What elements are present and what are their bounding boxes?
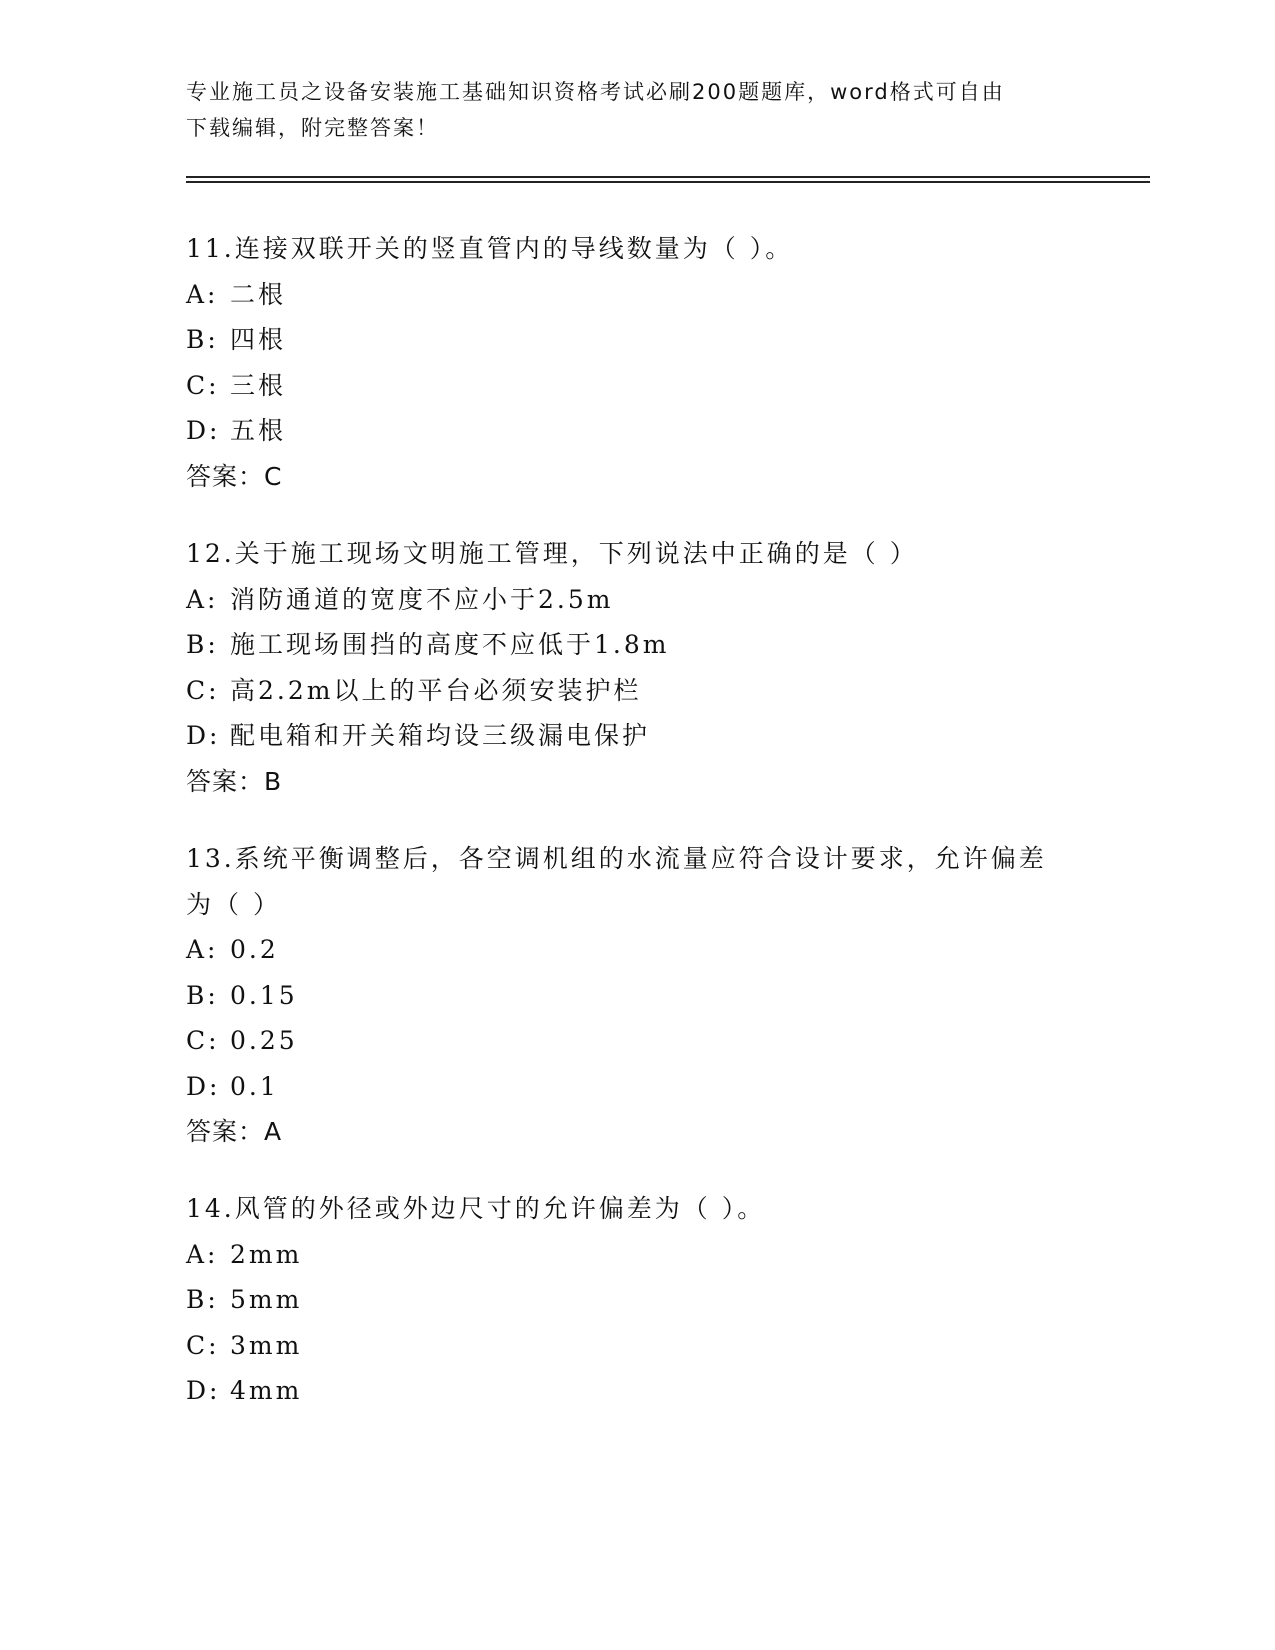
question-11 [186,226,1086,499]
header-divider-top [186,176,1150,178]
option-text: 0.25 [230,1026,298,1055]
option-text: 五根 [230,416,287,445]
option-b [186,317,1086,363]
option-letter: B: [186,325,219,354]
option-text: 0.2 [230,935,279,964]
answer-line: 答案：A [186,1117,283,1146]
option-letter: B: [186,980,219,1010]
question-stem-line-1: 13.系统平衡调整后，各空调机组的水流量应符合设计要求，允许偏差 [186,844,1047,873]
question-stem-line-2: 为（ ） [186,889,281,919]
option-c [186,363,1086,409]
option-d [186,713,1086,759]
option-letter: C: [186,675,220,705]
option-b [186,973,1086,1019]
question-stem: 14.风管的外径或外边尺寸的允许偏差为（ ）。 [186,1194,766,1223]
option-text: 二根 [230,279,287,309]
option-text: 施工现场围挡的高度不应低于1.8m [230,630,670,659]
option-letter: D: [186,721,221,750]
option-text: 2mm [230,1239,303,1269]
answer-line: 答案：B [186,766,283,796]
question-stem: 12.关于施工现场文明施工管理，下列说法中正确的是（ ） [186,539,918,568]
option-b [186,1277,1086,1323]
option-text: 三根 [230,370,287,400]
option-text: 配电箱和开关箱均设三级漏电保护 [230,721,651,750]
option-d [186,1368,1086,1414]
option-a [186,1232,1086,1278]
header-line-2: 下载编辑，附完整答案！ [186,116,439,140]
option-letter: A: [186,279,219,309]
answer-line: 答案：C [186,461,283,491]
option-letter: C: [186,370,220,400]
header-divider-bottom [186,181,1150,183]
option-letter: A: [186,935,219,964]
question-14 [186,1186,1086,1414]
option-text: 0.15 [230,980,298,1010]
option-letter: D: [186,1071,221,1101]
option-c [186,668,1086,714]
header-line-1: 专业施工员之设备安装施工基础知识资格考试必刷200题题库，word格式可自由 [186,80,1005,104]
option-text: 高2.2m以上的平台必须安装护栏 [230,675,642,705]
option-a [186,577,1086,623]
option-c [186,1018,1086,1064]
option-text: 3mm [230,1330,303,1360]
option-text: 消防通道的宽度不应小于2.5m [230,584,614,614]
option-c [186,1323,1086,1369]
document-header [186,74,1086,146]
option-d [186,1064,1086,1110]
option-letter: A: [186,1239,219,1269]
question-stem: 11.连接双联开关的竖直管内的导线数量为（ ）。 [186,234,794,263]
option-letter: D: [186,416,221,445]
option-letter: A: [186,584,219,614]
option-letter: B: [186,630,219,659]
option-text: 5mm [230,1285,303,1314]
option-a [186,272,1086,318]
option-a [186,927,1086,973]
option-text: 四根 [230,325,287,354]
option-text: 0.1 [230,1071,279,1101]
option-letter: D: [186,1376,221,1405]
option-letter: C: [186,1026,220,1055]
question-13 [186,836,1086,1155]
question-12 [186,531,1086,804]
option-text: 4mm [230,1376,303,1405]
option-letter: C: [186,1330,220,1360]
option-d [186,408,1086,454]
option-b [186,622,1086,668]
option-letter: B: [186,1285,219,1314]
